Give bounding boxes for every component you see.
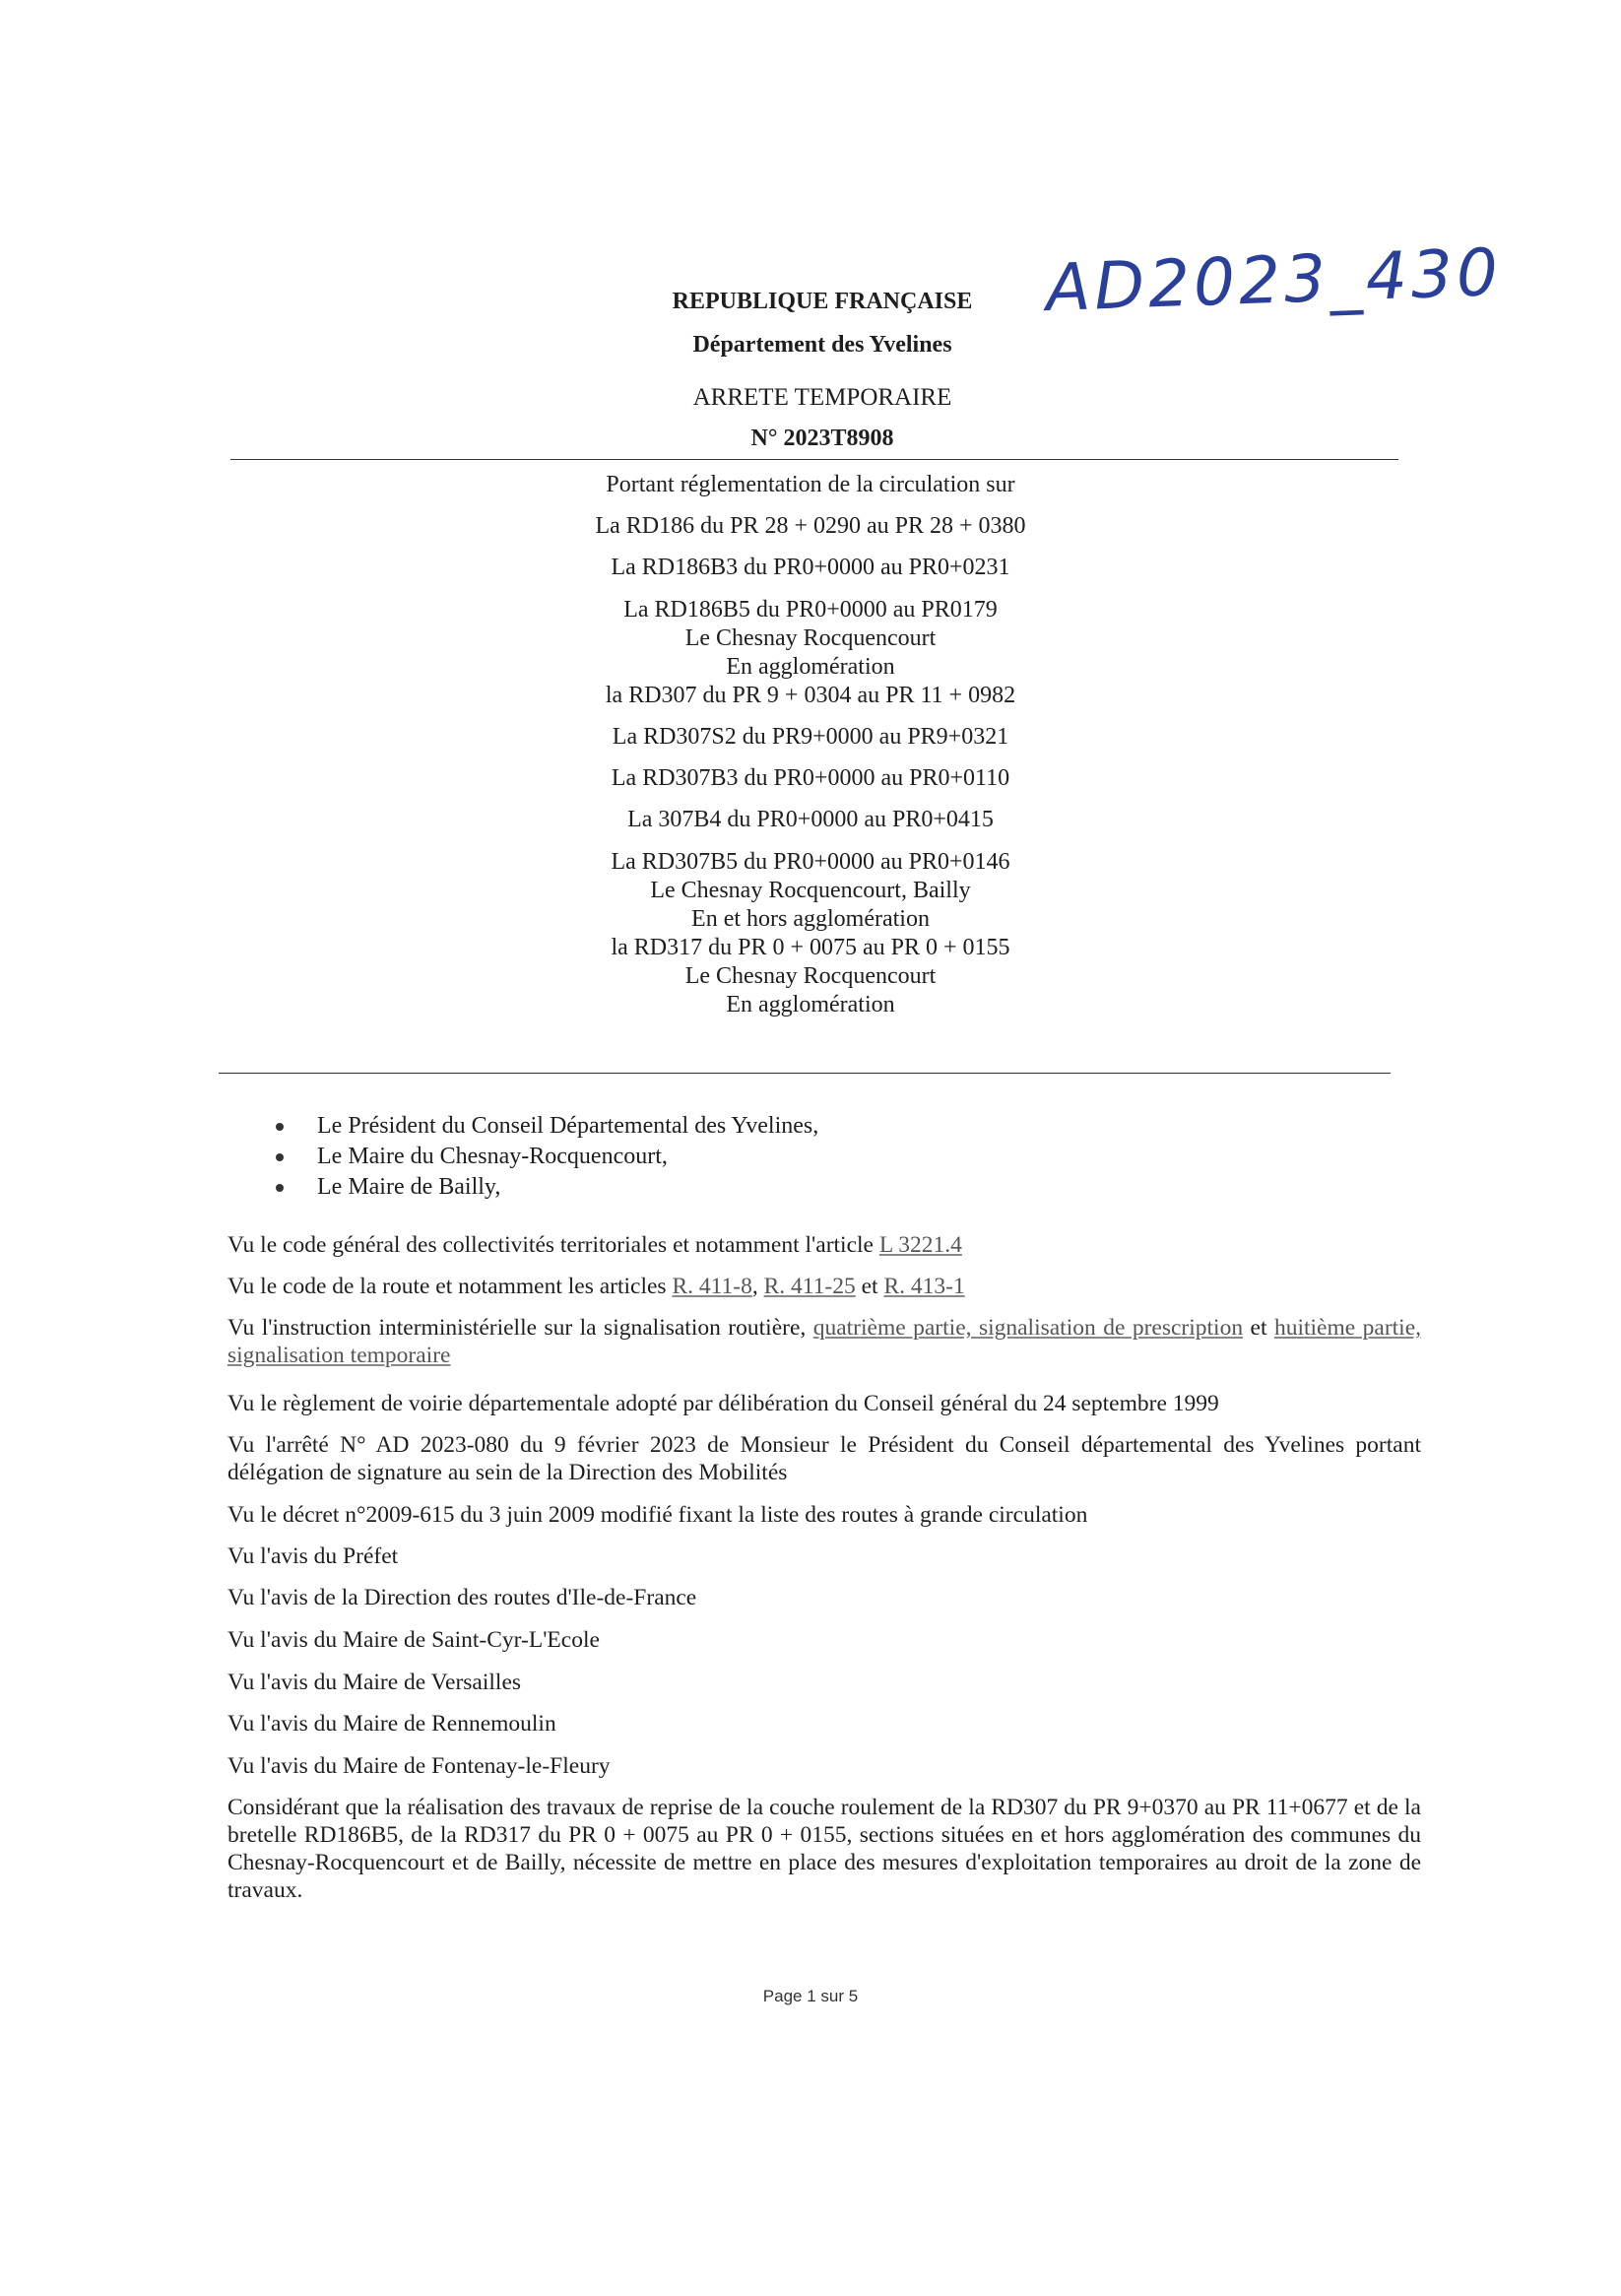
list-item: Le Maire de Bailly, — [272, 1172, 818, 1203]
list-item: Le Président du Conseil Départemental des Yvelines, — [272, 1111, 818, 1142]
instruction-link[interactable]: quatrième partie, signalisation de prescription — [812, 1315, 1244, 1341]
title-line: La RD307B5 du PR0+0000 au PR0+0146 — [611, 849, 1010, 875]
title-line: En et hors agglomération — [691, 906, 930, 932]
visa-text: Vu le code général des collectivités territoriales et notamment l'article — [227, 1232, 879, 1258]
title-line: la RD317 du PR 0 + 0075 au PR 0 + 0155 — [611, 935, 1010, 960]
title-line: La 307B4 du PR0+0000 au PR0+0415 — [627, 807, 994, 832]
title-line: Portant réglementation de la circulation sur — [606, 472, 1015, 497]
article-link[interactable]: R. 413-1 — [883, 1274, 965, 1299]
visa-dirif: Vu l'avis de la Direction des routes d'Ile-de-France — [227, 1585, 697, 1610]
article-link[interactable]: R. 411-8 — [672, 1274, 752, 1299]
visa-text: Vu l'instruction interministérielle sur la signalisation routière, — [227, 1315, 813, 1341]
title-line: En agglomération — [726, 992, 895, 1017]
act-type-heading: ARRETE TEMPORAIRE — [692, 384, 952, 411]
visa-fontenay: Vu l'avis du Maire de Fontenay-le-Fleury — [227, 1753, 611, 1779]
article-link[interactable]: R. 411-25 — [763, 1274, 856, 1299]
title-line: Le Chesnay Rocquencourt — [684, 963, 937, 989]
list-item: Le Maire du Chesnay-Rocquencourt, — [272, 1142, 818, 1172]
handwritten-reference: AD2023_430 — [1044, 233, 1504, 327]
visa-code-route — [227, 1273, 1421, 1300]
visa-rennemoulin: Vu l'avis du Maire de Rennemoulin — [227, 1711, 556, 1737]
header-divider — [230, 459, 1398, 460]
separator-text: , — [751, 1274, 764, 1299]
instruction-link[interactable]: huitième partie, signalisation temporaire — [227, 1315, 1422, 1368]
visa-prefet: Vu l'avis du Préfet — [227, 1543, 399, 1569]
title-line: La RD307B3 du PR0+0000 au PR0+0110 — [611, 765, 1010, 791]
visa-arrete: Vu l'arrêté N° AD 2023-080 du 9 février 2023 de Monsieur le Président du Conseil départemental des Yvelines portant délégation de signature au sein de la Direction des Mobilités — [227, 1432, 1421, 1485]
visa-saint-cyr: Vu l'avis du Maire de Saint-Cyr-L'Ecole — [227, 1627, 600, 1653]
page-number: Page 1 sur 5 — [762, 1987, 859, 2005]
department-heading: Département des Yvelines — [692, 332, 952, 358]
title-divider — [219, 1073, 1391, 1074]
title-line: La RD186B3 du PR0+0000 au PR0+0231 — [611, 555, 1010, 580]
visa-cgct — [227, 1231, 1421, 1259]
title-line: La RD307S2 du PR9+0000 au PR9+0321 — [612, 724, 1009, 750]
visa-text: Vu le code de la route et notamment les articles — [227, 1274, 673, 1299]
title-line: En agglomération — [726, 654, 895, 680]
title-line: la RD307 du PR 9 + 0304 au PR 11 + 0982 — [605, 683, 1016, 708]
separator-text: et — [855, 1274, 884, 1299]
authorities-list — [272, 1111, 818, 1203]
separator-text: et — [1243, 1315, 1274, 1341]
title-line: Le Chesnay Rocquencourt — [684, 625, 937, 651]
republic-heading: REPUBLIQUE FRANÇAISE — [672, 289, 973, 314]
considerant-paragraph: Considérant que la réalisation des travaux de reprise de la couche roulement de la RD307 du PR 9+0370 au PR 11+0677 et de la bretelle RD186B5, de la RD317 du PR 0 + 0075 au PR 0 + 0155, sections situées en et hors agglomération des communes du Chesnay-Rocquencourt et de Bailly, nécessite de mettre en place des mesures d'exploitation temporaires au droit de la zone de travaux. — [227, 1795, 1421, 1903]
act-number: N° 2023T8908 — [750, 426, 894, 451]
visa-voirie: Vu le règlement de voirie départementale adopté par délibération du Conseil général du 24 septembre 1999 — [227, 1391, 1219, 1416]
visa-instruction — [227, 1314, 1421, 1369]
title-line: La RD186 du PR 28 + 0290 au PR 28 + 0380 — [595, 513, 1026, 539]
title-line: Le Chesnay Rocquencourt, Bailly — [650, 878, 971, 903]
visa-versailles: Vu l'avis du Maire de Versailles — [227, 1670, 522, 1695]
visa-decret: Vu le décret n°2009-615 du 3 juin 2009 modifié fixant la liste des routes à grande circulation — [227, 1502, 1088, 1528]
title-line: La RD186B5 du PR0+0000 au PR0179 — [623, 597, 998, 623]
article-link[interactable]: L 3221.4 — [878, 1232, 962, 1258]
